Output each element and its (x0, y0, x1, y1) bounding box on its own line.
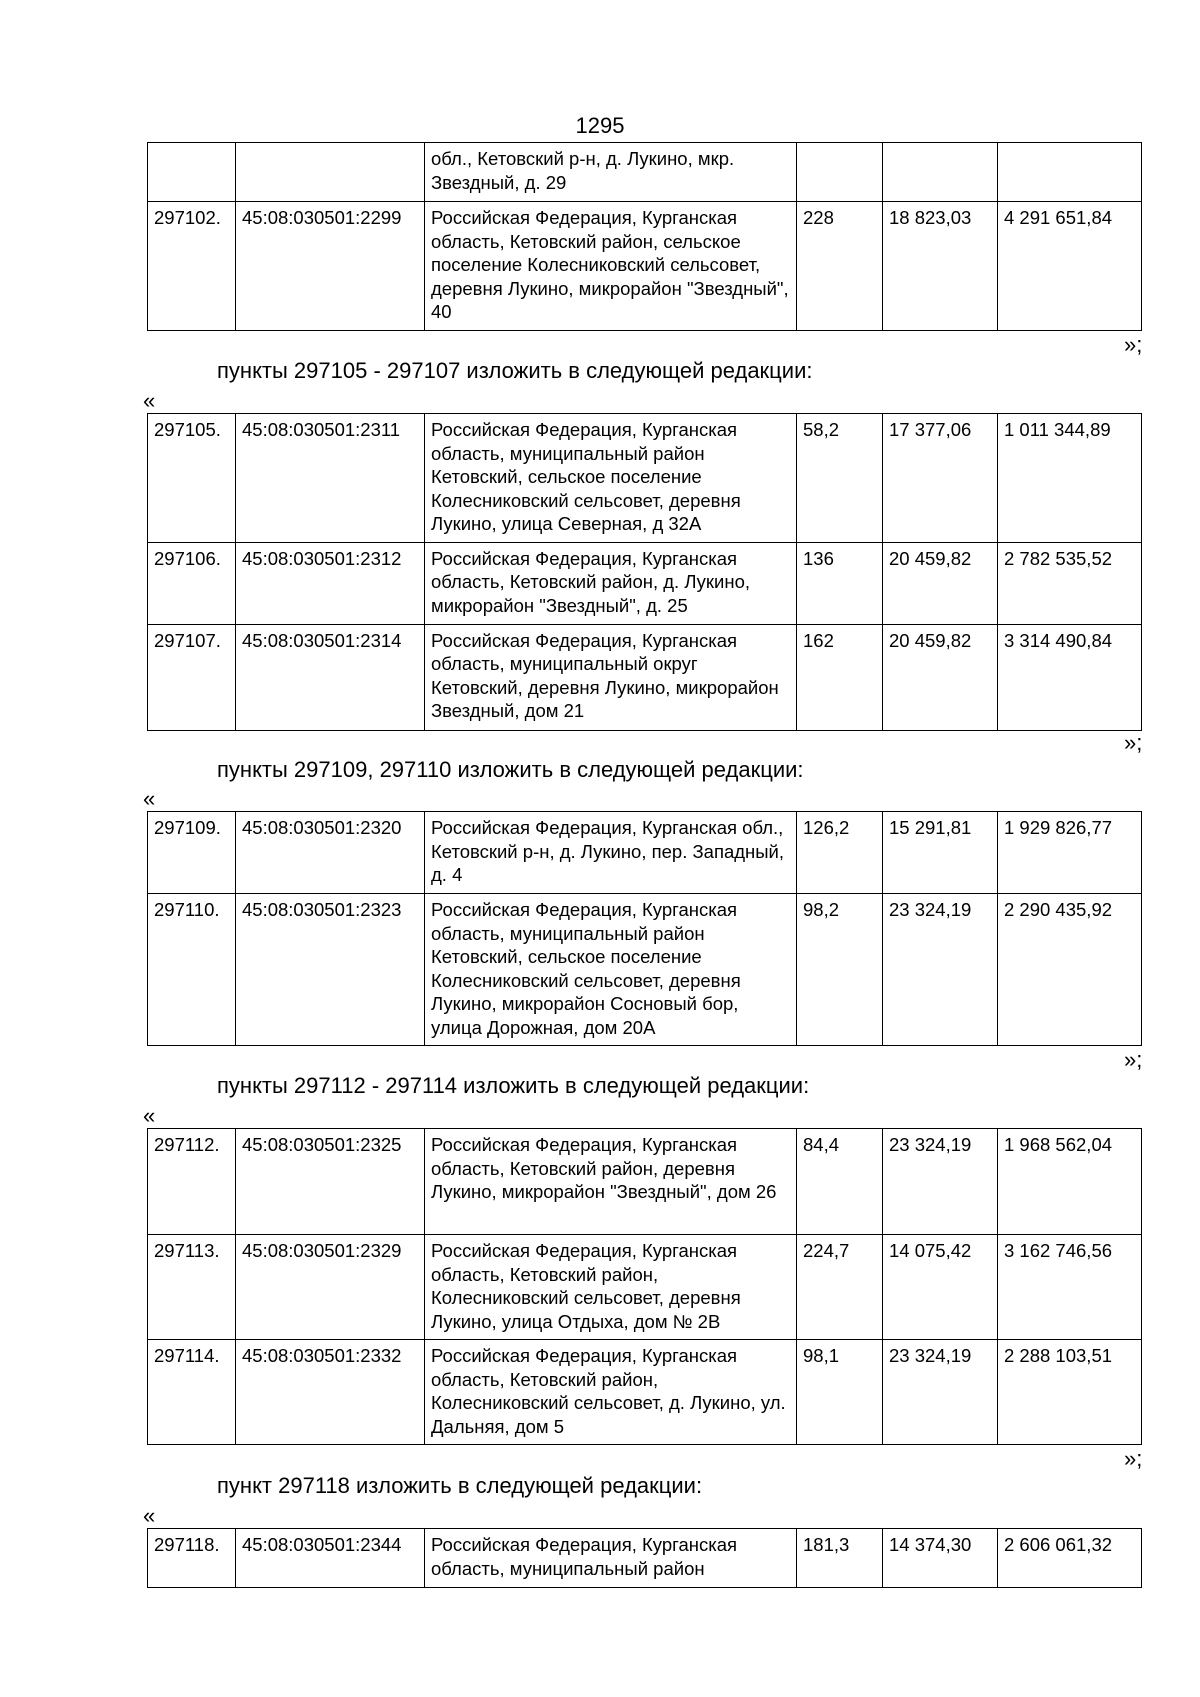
cell-address: Российская Федерация, Курганская область, Кетовский район, Колесниковский сельсовет, деревня Лукино, улица Отдыха, дом № 2В (425, 1235, 797, 1340)
table-row (148, 542, 1142, 624)
cell-item-number: 297107. (148, 624, 236, 730)
cell-cadastral-number: 45:08:030501:2332 (236, 1340, 425, 1445)
cell-unit-value: 14 075,42 (883, 1235, 998, 1340)
cell-unit-value: 20 459,82 (883, 542, 998, 624)
cell-cadastral-number (236, 143, 425, 202)
cell-area: 228 (797, 202, 883, 331)
registry-table (147, 1128, 1142, 1445)
cell-address: Российская Федерация, Курганская область, Кетовский район, деревня Лукино, микрорайон "Звездный", дом 26 (425, 1129, 797, 1235)
table-row (148, 143, 1142, 202)
table-row (148, 894, 1142, 1046)
cell-item-number: 297112. (148, 1129, 236, 1235)
cell-cadastral-number: 45:08:030501:2344 (236, 1529, 425, 1588)
table-row (148, 202, 1142, 331)
amendment-instruction: пункты 297105 - 297107 изложить в следующей редакции: (217, 358, 813, 383)
cell-unit-value: 18 823,03 (883, 202, 998, 331)
cell-cadastral-number: 45:08:030501:2320 (236, 812, 425, 894)
registry-table (147, 413, 1142, 731)
cell-area: 162 (797, 624, 883, 730)
cell-address: Российская Федерация, Курганская область, Кетовский район, сельское поселение Колесниковский сельсовет, деревня Лукино, микрорайон "Звездный", 40 (425, 202, 797, 331)
cell-address: Российская Федерация, Курганская область, муниципальный округ Кетовский, деревня Лукино, микрорайон Звездный, дом 21 (425, 624, 797, 730)
opening-quote: « (143, 786, 156, 811)
cell-area: 136 (797, 542, 883, 624)
table-row (148, 1129, 1142, 1235)
table-row (148, 812, 1142, 894)
cell-area: 126,2 (797, 812, 883, 894)
table-row (148, 414, 1142, 543)
cell-item-number: 297118. (148, 1529, 236, 1588)
cell-address: Российская Федерация, Курганская область, муниципальный район Кетовский, сельское поселение Колесниковский сельсовет, деревня Лукино, микрорайон Сосновый бор, улица Дорожная, дом 20А (425, 894, 797, 1046)
cell-area: 98,1 (797, 1340, 883, 1445)
cell-area: 181,3 (797, 1529, 883, 1588)
cell-address: Российская Федерация, Курганская область, Кетовский район, Колесниковский сельсовет, д. Лукино, ул. Дальняя, дом 5 (425, 1340, 797, 1445)
cell-unit-value: 23 324,19 (883, 1129, 998, 1235)
cell-area: 98,2 (797, 894, 883, 1046)
closing-quote: »; (1124, 332, 1143, 357)
cell-cadastral-number: 45:08:030501:2312 (236, 542, 425, 624)
cell-unit-value: 20 459,82 (883, 624, 998, 730)
cell-unit-value: 23 324,19 (883, 894, 998, 1046)
registry-table (147, 1528, 1142, 1588)
opening-quote: « (143, 1503, 156, 1528)
table-row (148, 1340, 1142, 1445)
cell-item-number: 297109. (148, 812, 236, 894)
cell-unit-value: 15 291,81 (883, 812, 998, 894)
cell-total-value: 2 606 061,32 (998, 1529, 1142, 1588)
registry-table (147, 811, 1142, 1046)
cell-address: Российская Федерация, Курганская обл., Кетовский р-н, д. Лукино, пер. Западный, д. 4 (425, 812, 797, 894)
amendment-instruction: пункты 297112 - 297114 изложить в следующей редакции: (217, 1073, 810, 1098)
cell-address: Российская Федерация, Курганская область, Кетовский район, д. Лукино, микрорайон "Звездный", д. 25 (425, 542, 797, 624)
cell-total-value (998, 143, 1142, 202)
cell-cadastral-number: 45:08:030501:2329 (236, 1235, 425, 1340)
cell-item-number: 297105. (148, 414, 236, 543)
cell-cadastral-number: 45:08:030501:2323 (236, 894, 425, 1046)
cell-total-value: 4 291 651,84 (998, 202, 1142, 331)
cell-unit-value: 14 374,30 (883, 1529, 998, 1588)
closing-quote: »; (1124, 730, 1143, 755)
cell-cadastral-number: 45:08:030501:2299 (236, 202, 425, 331)
closing-quote: »; (1124, 1446, 1143, 1471)
cell-item-number: 297102. (148, 202, 236, 331)
cell-total-value: 3 162 746,56 (998, 1235, 1142, 1340)
opening-quote: « (143, 1103, 156, 1128)
page-number: 1295 (575, 113, 625, 138)
cell-address: обл., Кетовский р-н, д. Лукино, мкр. Звездный, д. 29 (425, 143, 797, 202)
cell-address: Российская Федерация, Курганская область, муниципальный район Кетовский, сельское поселение Колесниковский сельсовет, деревня Лукино, улица Северная, д 32А (425, 414, 797, 543)
cell-total-value: 1 968 562,04 (998, 1129, 1142, 1235)
amendment-instruction: пункт 297118 изложить в следующей редакции: (217, 1473, 703, 1498)
cell-cadastral-number: 45:08:030501:2325 (236, 1129, 425, 1235)
table-row (148, 624, 1142, 730)
cell-area: 84,4 (797, 1129, 883, 1235)
cell-cadastral-number: 45:08:030501:2311 (236, 414, 425, 543)
amendment-instruction: пункты 297109, 297110 изложить в следующей редакции: (217, 757, 804, 782)
closing-quote: »; (1124, 1047, 1143, 1072)
registry-table-continuation (147, 142, 1142, 331)
cell-item-number (148, 143, 236, 202)
cell-total-value: 2 290 435,92 (998, 894, 1142, 1046)
table-row (148, 1529, 1142, 1588)
cell-total-value: 3 314 490,84 (998, 624, 1142, 730)
cell-total-value: 1 929 826,77 (998, 812, 1142, 894)
cell-area (797, 143, 883, 202)
cell-unit-value: 23 324,19 (883, 1340, 998, 1445)
cell-address: Российская Федерация, Курганская область, муниципальный район (425, 1529, 797, 1588)
cell-unit-value (883, 143, 998, 202)
cell-total-value: 2 288 103,51 (998, 1340, 1142, 1445)
cell-item-number: 297106. (148, 542, 236, 624)
opening-quote: « (143, 388, 156, 413)
cell-cadastral-number: 45:08:030501:2314 (236, 624, 425, 730)
cell-area: 224,7 (797, 1235, 883, 1340)
cell-area: 58,2 (797, 414, 883, 543)
cell-unit-value: 17 377,06 (883, 414, 998, 543)
cell-item-number: 297113. (148, 1235, 236, 1340)
cell-total-value: 1 011 344,89 (998, 414, 1142, 543)
cell-item-number: 297114. (148, 1340, 236, 1445)
table-row (148, 1235, 1142, 1340)
cell-item-number: 297110. (148, 894, 236, 1046)
cell-total-value: 2 782 535,52 (998, 542, 1142, 624)
